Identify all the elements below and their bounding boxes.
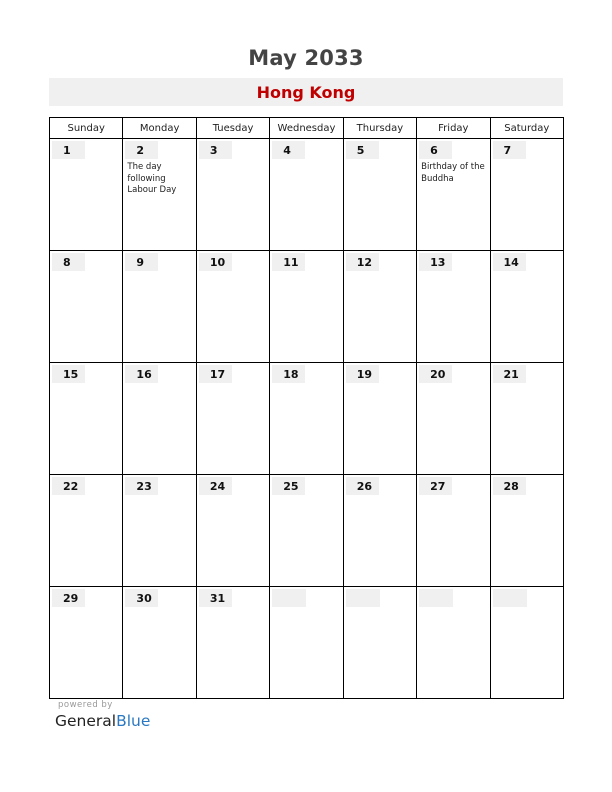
day-cell: [417, 475, 490, 587]
day-cell: [270, 139, 343, 251]
calendar-grid: [49, 117, 564, 699]
day-cell: [123, 587, 196, 699]
day-cell: [417, 587, 490, 699]
day-cell: [490, 587, 563, 699]
day-cell: [417, 363, 490, 475]
day-cell: [196, 139, 269, 251]
powered-by-label: powered by: [58, 700, 113, 710]
day-number: 26: [346, 477, 379, 495]
day-number: 1: [52, 141, 85, 159]
day-number: 14: [493, 253, 526, 271]
day-number: 17: [199, 365, 232, 383]
day-number: 7: [493, 141, 526, 159]
day-cell: [270, 363, 343, 475]
weekday-header: Tuesday: [196, 118, 269, 139]
day-cell: [417, 139, 490, 251]
day-number: 16: [125, 365, 158, 383]
holiday-label: The day following Labour Day: [127, 162, 177, 195]
day-cell: [50, 251, 123, 363]
day-cell: [270, 475, 343, 587]
day-cell: [50, 363, 123, 475]
day-cell: [50, 475, 123, 587]
page-title: May 2033: [248, 46, 364, 70]
week-row: [50, 251, 564, 363]
week-row: [50, 475, 564, 587]
day-number: 3: [199, 141, 232, 159]
day-number: 13: [419, 253, 452, 271]
day-number: 2: [125, 141, 158, 159]
day-number: 19: [346, 365, 379, 383]
day-cell: [123, 475, 196, 587]
day-cell: [343, 363, 416, 475]
day-cell: [490, 139, 563, 251]
day-number: [493, 589, 527, 607]
day-number: 6: [419, 141, 452, 159]
day-cell: [270, 251, 343, 363]
day-number: 21: [493, 365, 526, 383]
weekday-header: Thursday: [343, 118, 416, 139]
day-number: 11: [272, 253, 305, 271]
day-number: 24: [199, 477, 232, 495]
region-banner: [49, 78, 563, 106]
day-number: [272, 589, 306, 607]
day-cell: [417, 251, 490, 363]
day-cell: [343, 475, 416, 587]
day-number: 25: [272, 477, 305, 495]
day-number: 18: [272, 365, 305, 383]
day-cell: [123, 139, 196, 251]
weekday-header: Wednesday: [270, 118, 343, 139]
day-number: 12: [346, 253, 379, 271]
day-number: 23: [125, 477, 158, 495]
day-number: 22: [52, 477, 85, 495]
day-number: 31: [199, 589, 232, 607]
day-number: 9: [125, 253, 158, 271]
day-number: 30: [125, 589, 158, 607]
day-cell: [50, 139, 123, 251]
day-number: 15: [52, 365, 85, 383]
region-name: Hong Kong: [256, 83, 356, 102]
day-number: [346, 589, 380, 607]
day-cell: [196, 475, 269, 587]
week-row: [50, 587, 564, 699]
day-cell: [490, 475, 563, 587]
brand-blue: Blue: [116, 712, 151, 730]
day-cell: [123, 251, 196, 363]
weekday-header: Friday: [417, 118, 490, 139]
weekday-header: Monday: [123, 118, 196, 139]
day-number: 10: [199, 253, 232, 271]
weekday-header-row: [50, 118, 564, 139]
day-number: [419, 589, 453, 607]
day-cell: [196, 363, 269, 475]
day-cell: [196, 587, 269, 699]
day-number: 28: [493, 477, 526, 495]
brand-general: General: [55, 712, 117, 730]
calendar-body: [50, 139, 564, 699]
day-cell: [196, 251, 269, 363]
weekday-header: Sunday: [50, 118, 123, 139]
holiday-label: Birthday of the Buddha: [421, 162, 485, 184]
day-number: 4: [272, 141, 305, 159]
day-cell: [50, 587, 123, 699]
weekday-header: Saturday: [490, 118, 563, 139]
day-cell: [123, 363, 196, 475]
day-cell: [343, 587, 416, 699]
brand-logo: [55, 712, 150, 730]
day-number: 8: [52, 253, 85, 271]
day-cell: [343, 139, 416, 251]
day-number: 29: [52, 589, 85, 607]
week-row: [50, 139, 564, 251]
day-cell: [490, 363, 563, 475]
day-number: 20: [419, 365, 452, 383]
day-cell: [490, 251, 563, 363]
week-row: [50, 363, 564, 475]
day-number: 5: [346, 141, 379, 159]
day-cell: [270, 587, 343, 699]
day-cell: [343, 251, 416, 363]
day-number: 27: [419, 477, 452, 495]
